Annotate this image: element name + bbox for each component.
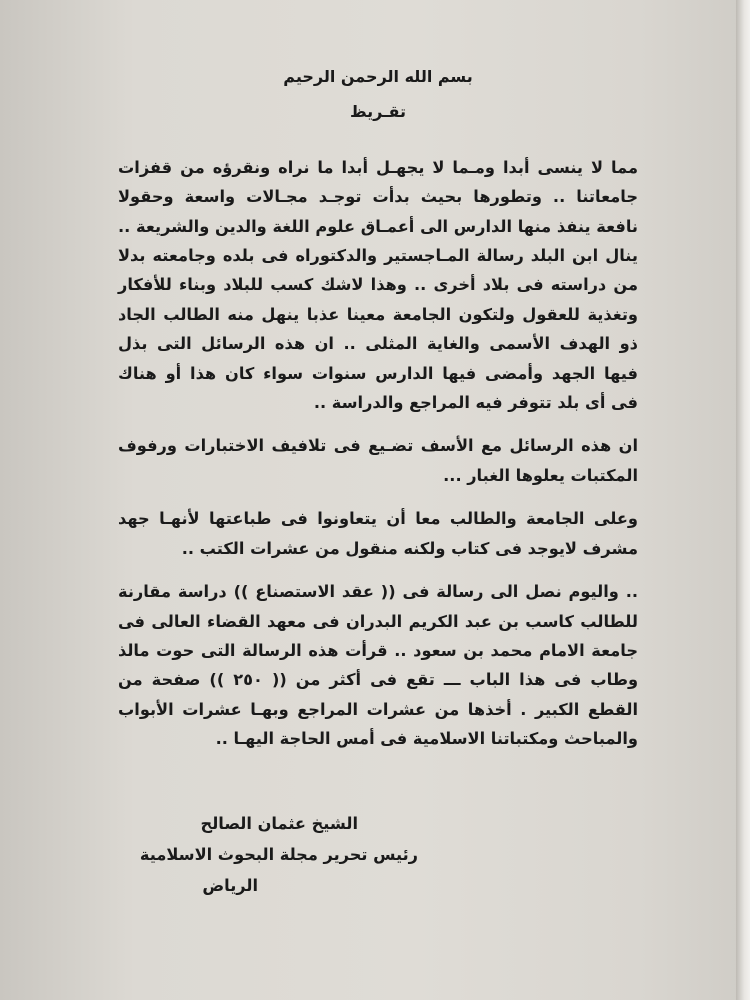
- page-edge: [736, 0, 750, 1000]
- signature-name: الشيخ عثمان الصالح: [200, 814, 358, 833]
- signature-block: [118, 808, 418, 901]
- signature-city: الرياض: [202, 876, 258, 895]
- basmala: بسم الله الرحمن الرحيم: [283, 67, 473, 86]
- page-title: تقـريظ: [349, 102, 407, 122]
- paragraph-3: وعلى الجامعة والطالب معا أن يتعاونوا فى طباعتها لأنهـا جهد مشرف لايوجد فى كتاب ولكنه منقول من عشرات الكتب ..: [118, 509, 638, 558]
- paragraph-1: مما لا ينسى أبدا ومـما لا يجهـل أبدا ما نراه ونقرؤه من قفزات جامعاتنا .. وتطورها بحيث بدأت توجـد مجـالات واسعة وحقولا نافعة ينفذ منها الدارس الى أعمـاق علوم اللغة والدين والشريعة .. ينال ابن البلد رسالة المـاجستير والدكتوراه فى بلده وجامعته بدلا من دراسته فى بلاد أخرى .. وهذا لاشك كسب للبلاد وبناء للأفكار وتغذية للعقول ولتكون الجامعة معينا عذبا ينهل منه الطالب الجاد ذو الهدف الأسمى والغاية المثلى .. ان هذه الرسائل التى بذل فيها الجهد وأمضى فيها الدارس سنوات سواء كان هذا أو هناك فى أى بلد تتوفر فيه المراجع والدراسة ..: [118, 157, 638, 413]
- paragraph-2: ان هذه الرسائل مع الأسف تضـيع فى تلافيف الاختبارات ورفوف المكتبات يعلوها الغبار ...: [118, 436, 638, 485]
- foreword-text: [118, 62, 638, 768]
- signature-title: رئيس تحرير مجلة البحوث الاسلامية: [139, 845, 418, 864]
- paragraph-4: .. واليوم نصل الى رسالة فى (( عقد الاستصناع )) دراسة مقارنة للطالب كاسب بن عبد الكريم البدران فى معهد القضاء العالى فى جامعة الامام محمد بن سعود .. قرأت هذه الرسالة التى حوت مالذ وطاب فى هذا الباب ـــ تقع فى أكثر من (( ٢٥٠ )) صفحة من القطع الكبير . أخذها من عشرات المراجع وبهـا عشرات الأبواب والمباحث ومكتباتنا الاسلامية فى أمس الحاجة اليهـا ..: [118, 582, 638, 749]
